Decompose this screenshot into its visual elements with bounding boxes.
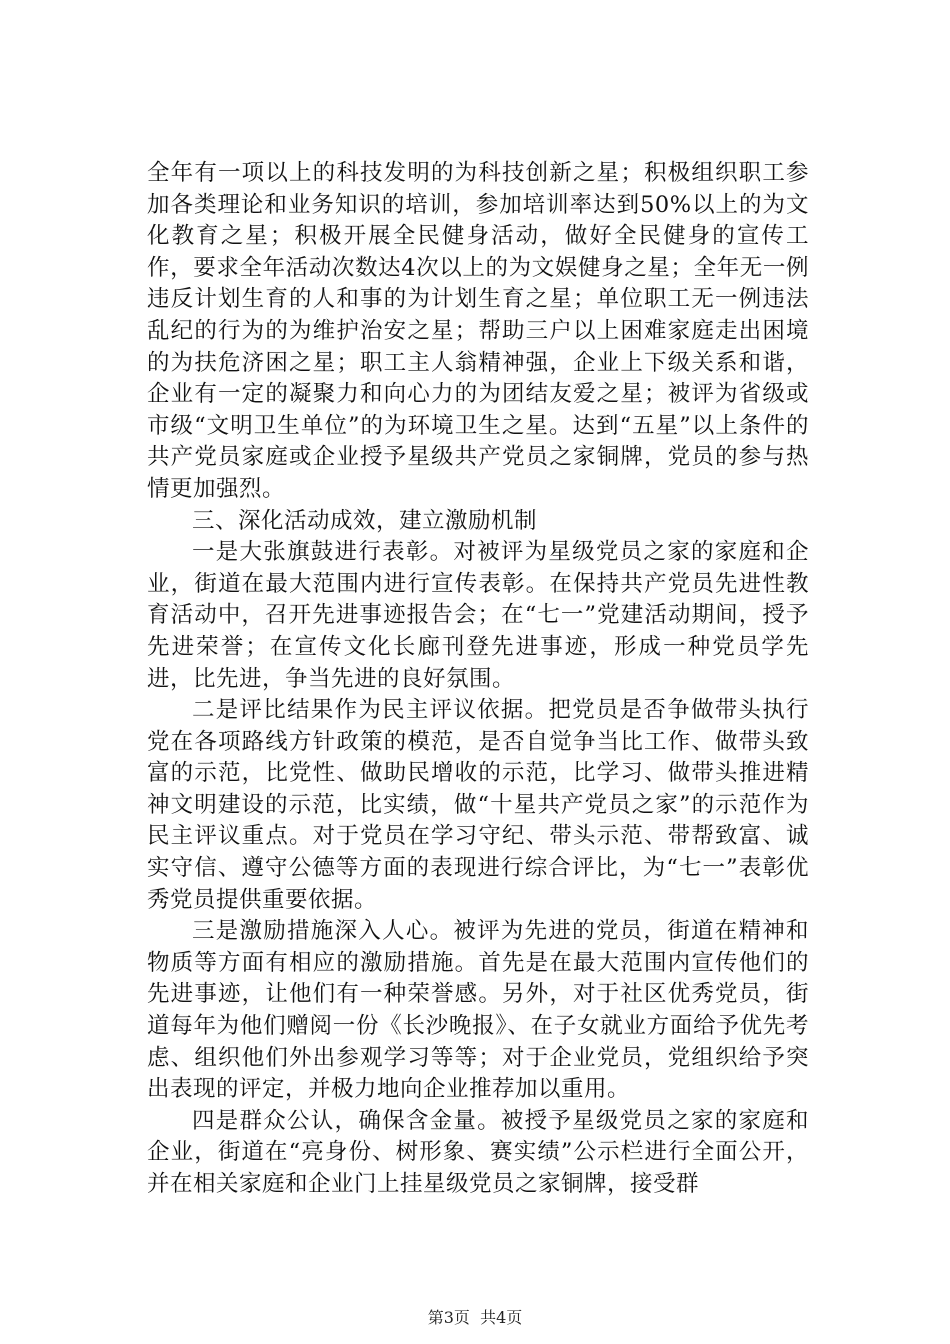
page-total: 共4页 bbox=[480, 1308, 523, 1327]
section-heading-3: 三、深化活动成效，建立激励机制 bbox=[192, 507, 538, 534]
document-body bbox=[147, 158, 809, 1201]
page-number: 第3页 bbox=[427, 1308, 470, 1327]
paragraph-item-2: 二是评比结果作为民主评议依据。把党员是否争做带头执行党在各项路线方针政策的模范，是否自觉争当比工作、做带头致富的示范，比党性、做助民增收的示范，比学习、做带头推进精神文明建设的示范，比实绩，做“十星共产党员之家”的示范作为民主评议重点。对于党员在学习守纪、带头示范、带帮致富、诚实守信、遵守公德等方面的表现进行综合评比，为“七一”表彰优秀党员提供重要依据。 bbox=[147, 697, 809, 913]
paragraph-item-1: 一是大张旗鼓进行表彰。对被评为星级党员之家的家庭和企业，街道在最大范围内进行宣传表彰。在保持共产党员先进性教育活动中，召开先进事迹报告会；在“七一”党建活动期间，授予先进荣誉；在宣传文化长廊刊登先进事迹，形成一种党员学先进，比先进，争当先进的良好氛围。 bbox=[147, 539, 809, 692]
page-footer bbox=[0, 1305, 950, 1328]
paragraph-continued: 全年有一项以上的科技发明的为科技创新之星；积极组织职工参加各类理论和业务知识的培训，参加培训率达到50%以上的为文化教育之星；积极开展全民健身活动，做好全民健身的宣传工作，要求全年活动次数达4次以上的为文娱健身之星；全年无一例违反计划生育的人和事的为计划生育之星；单位职工无一例违法乱纪的行为的为维护治安之星；帮助三户以上困难家庭走出困境的为扶危济困之星；职工主人翁精神强，企业上下级关系和谐，企业有一定的凝聚力和向心力的为团结友爱之星；被评为省级或市级“文明卫生单位”的为环境卫生之星。达到“五星”以上条件的共产党员家庭或企业授予星级共产党员之家铜牌，党员的参与热情更加强烈。 bbox=[147, 160, 809, 502]
paragraph-item-3: 三是激励措施深入人心。被评为先进的党员，街道在精神和物质等方面有相应的激励措施。首先是在最大范围内宣传他们的先进事迹，让他们有一种荣誉感。另外，对于社区优秀党员，街道每年为他们赠阅一份《长沙晚报》、在子女就业方面给予优先考虑、组织他们外出参观学习等等；对于企业党员，党组织给予突出表现的评定，并极力地向企业推荐加以重用。 bbox=[147, 918, 809, 1103]
paragraph-item-4: 四是群众公认，确保含金量。被授予星级党员之家的家庭和企业，街道在“亮身份、树形象、赛实绩”公示栏进行全面公开，并在相关家庭和企业门上挂星级党员之家铜牌，接受群 bbox=[147, 1107, 809, 1197]
